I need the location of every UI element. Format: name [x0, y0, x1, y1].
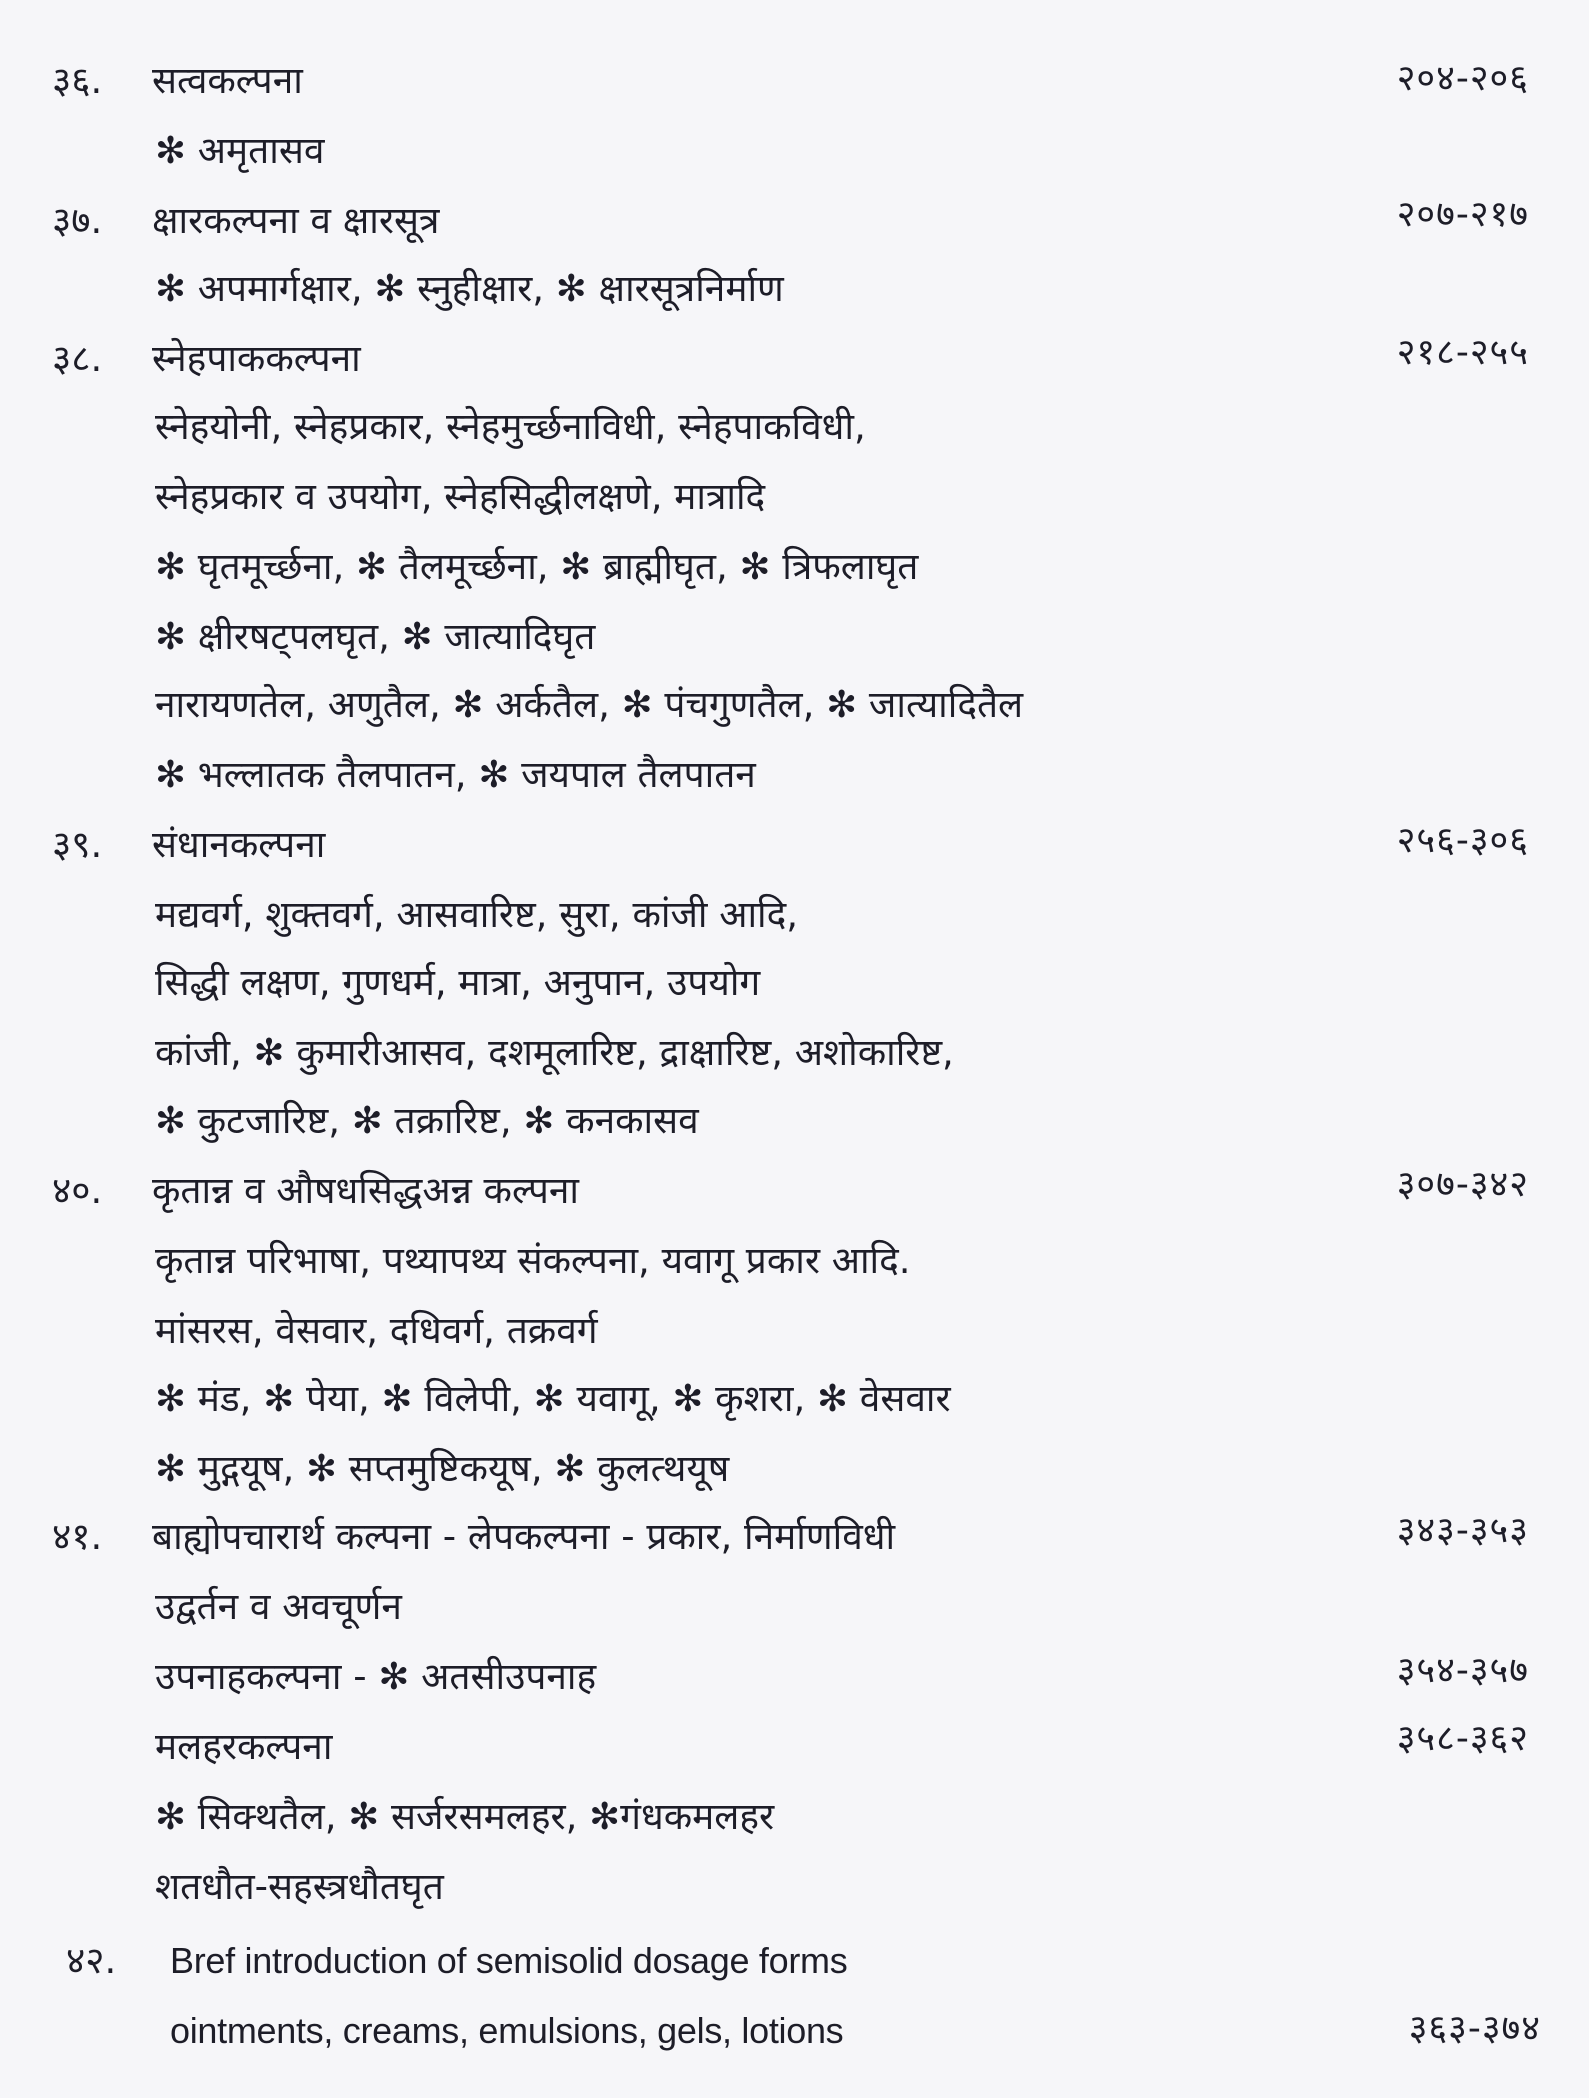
entry-line: उपनाहकल्पना - ✻ अतसीउपनाह [155, 1655, 597, 1698]
entry-line: मद्यवर्ग, शुक्तवर्ग, आसवारिष्ट, सुरा, कांजी आदि, [155, 893, 799, 936]
entry-line: स्नेहप्रकार व उपयोग, स्नेहसिद्धीलक्षणे, मात्रादि [155, 475, 766, 518]
page-range: २०७-२१७ [1396, 194, 1529, 235]
page-range: २०४-२०६ [1396, 58, 1529, 99]
entry-number: ३७. [52, 199, 103, 242]
entry-number: ४०. [52, 1169, 103, 1212]
entry-line: ✻ क्षीरषट्पलघृत, ✻ जात्यादिघृत [155, 615, 596, 658]
page-range: ३४३-३५३ [1396, 1510, 1529, 1551]
entry-title: स्नेहपाककल्पना [152, 337, 361, 380]
page-range: २५६-३०६ [1396, 820, 1529, 861]
entry-line: ✻ घृतमूर्च्छना, ✻ तैलमूर्च्छना, ✻ ब्राह्मीघृत, ✻ त्रिफलाघृत [155, 545, 919, 588]
entry-number: ३८. [52, 337, 103, 380]
entry-line: ✻ मंड, ✻ पेया, ✻ विलेपी, ✻ यवागू, ✻ कृशरा, ✻ वेसवार [155, 1377, 951, 1420]
entry-line: स्नेहयोनी, स्नेहप्रकार, स्नेहमुर्च्छनाविधी, स्नेहपाकविधी, [155, 405, 866, 448]
entry-line: ✻ मुद्गयूष, ✻ सप्तमुष्टिकयूष, ✻ कुलत्थयूष [155, 1447, 730, 1490]
entry-line: शतधौत-सहस्त्रधौतघृत [155, 1865, 444, 1908]
entry-title: क्षारकल्पना व क्षारसूत्र [152, 199, 440, 242]
entry-line: उद्वर्तन व अवचूर्णन [155, 1585, 402, 1628]
page-range: २१८-२५५ [1396, 332, 1529, 373]
entry-line: सिद्धी लक्षण, गुणधर्म, मात्रा, अनुपान, उपयोग [155, 961, 761, 1004]
entry-line: ✻ अपमार्गक्षार, ✻ स्नुहीक्षार, ✻ क्षारसूत्रनिर्माण [155, 267, 784, 310]
entry-number: ४१. [52, 1515, 103, 1558]
entry-title: बाह्योपचारार्थ कल्पना - लेपकल्पना - प्रकार, निर्माणविधी [152, 1515, 896, 1558]
entry-line: मलहरकल्पना [155, 1725, 333, 1768]
entry-title: कृतान्न व औषधसिद्धअन्न कल्पना [152, 1169, 579, 1212]
entry-title: Bref introduction of semisolid dosage forms [170, 1940, 848, 1981]
entry-line: कृतान्न परिभाषा, पथ्यापथ्य संकल्पना, यवागू प्रकार आदि. [155, 1239, 911, 1282]
entry-title: सत्वकल्पना [152, 59, 303, 102]
entry-number: ४२. [66, 1939, 117, 1982]
entry-line: ointments, creams, emulsions, gels, lotions [170, 2010, 844, 2051]
entry-line: नारायणतेल, अणुतैल, ✻ अर्कतैल, ✻ पंचगुणतैल, ✻ जात्यादितैल [155, 683, 1024, 726]
entry-line: ✻ भल्लातक तैलपातन, ✻ जयपाल तैलपातन [155, 753, 756, 796]
entry-title: संधानकल्पना [152, 823, 326, 866]
entry-line: ✻ अमृतासव [155, 129, 325, 172]
entry-line: ✻ सिक्थतैल, ✻ सर्जरसमलहर, ✻गंधकमलहर [155, 1795, 775, 1838]
page-range: ३५८-३६२ [1396, 1718, 1529, 1759]
page-range: ३०७-३४२ [1396, 1164, 1529, 1205]
entry-line: मांसरस, वेसवार, दधिवर्ग, तक्रवर्ग [155, 1309, 598, 1352]
page-range: ३६३-३७४ [1408, 2008, 1541, 2049]
page-range: ३५४-३५७ [1396, 1650, 1529, 1691]
entry-line: ✻ कुटजारिष्ट, ✻ तक्रारिष्ट, ✻ कनकासव [155, 1099, 699, 1142]
entry-line: कांजी, ✻ कुमारीआसव, दशमूलारिष्ट, द्राक्षारिष्ट, अशोकारिष्ट, [155, 1031, 954, 1074]
entry-number: ३६. [52, 59, 103, 102]
entry-number: ३९. [52, 823, 103, 866]
